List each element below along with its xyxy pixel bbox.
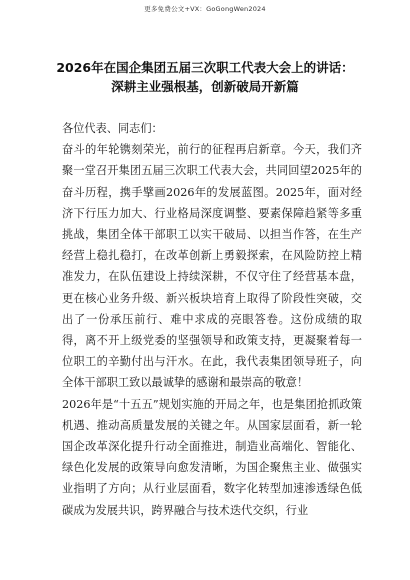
header-note: 更多免费公文+VX：GoGongWen2024 [144, 5, 266, 13]
paragraph: 奋斗的年轮镌刻荣光，前行的征程再启新章。今天，我们齐聚一堂召开集团五届三次职工代表大会，共同回望2025年的奋斗历程，携手擘画2026年的发展蓝图。2025年，面对经济下行压力加大、行业格局深度调整、要素保障趋紧等多重挑战，集团全体干部职工以实干破局、以担当作答，在生产经营上稳扎稳打，在改革创新上勇毅探索，在风险防控上精准发力，在队伍建设上持续深耕，不仅守住了经营基本盘，更在核心业务升级、新兴板块培育上取得了阶段性突破，交出了一份承压前行、难中求成的亮眼答卷。这份成绩的取得，离不开上级党委的坚强领导和政策支持，更凝聚着每一位职工的辛勤付出与汗水。在此，我代表集团领导班子，向全体干部职工致以最诚挚的感谢和最崇高的敬意！ [62, 143, 362, 390]
salutation: 各位代表、同志们： [62, 122, 163, 135]
paragraph: 2026年是“十五五”规划实施的开局之年，也是集团抢抓政策机遇、推动高质量发展的关键之年。从国家层面看，新一轮国企改革深化提升行动全面推进，制造业高端化、智能化、绿色化发展的政策导向愈发清晰，为国企聚焦主业、做强实业指明了方向；从行业层面看，数字化转型加速渗透绿色低碳成为发展共识，跨界融合与技术迭代交织，行业 [62, 397, 362, 517]
document-title-line-1: 2026年在国企集团五届三次职工代表大会上的讲话： [56, 60, 354, 75]
document-title-line-2: 深耕主业强根基，创新破局开新篇 [111, 79, 299, 94]
document-body [62, 118, 362, 521]
